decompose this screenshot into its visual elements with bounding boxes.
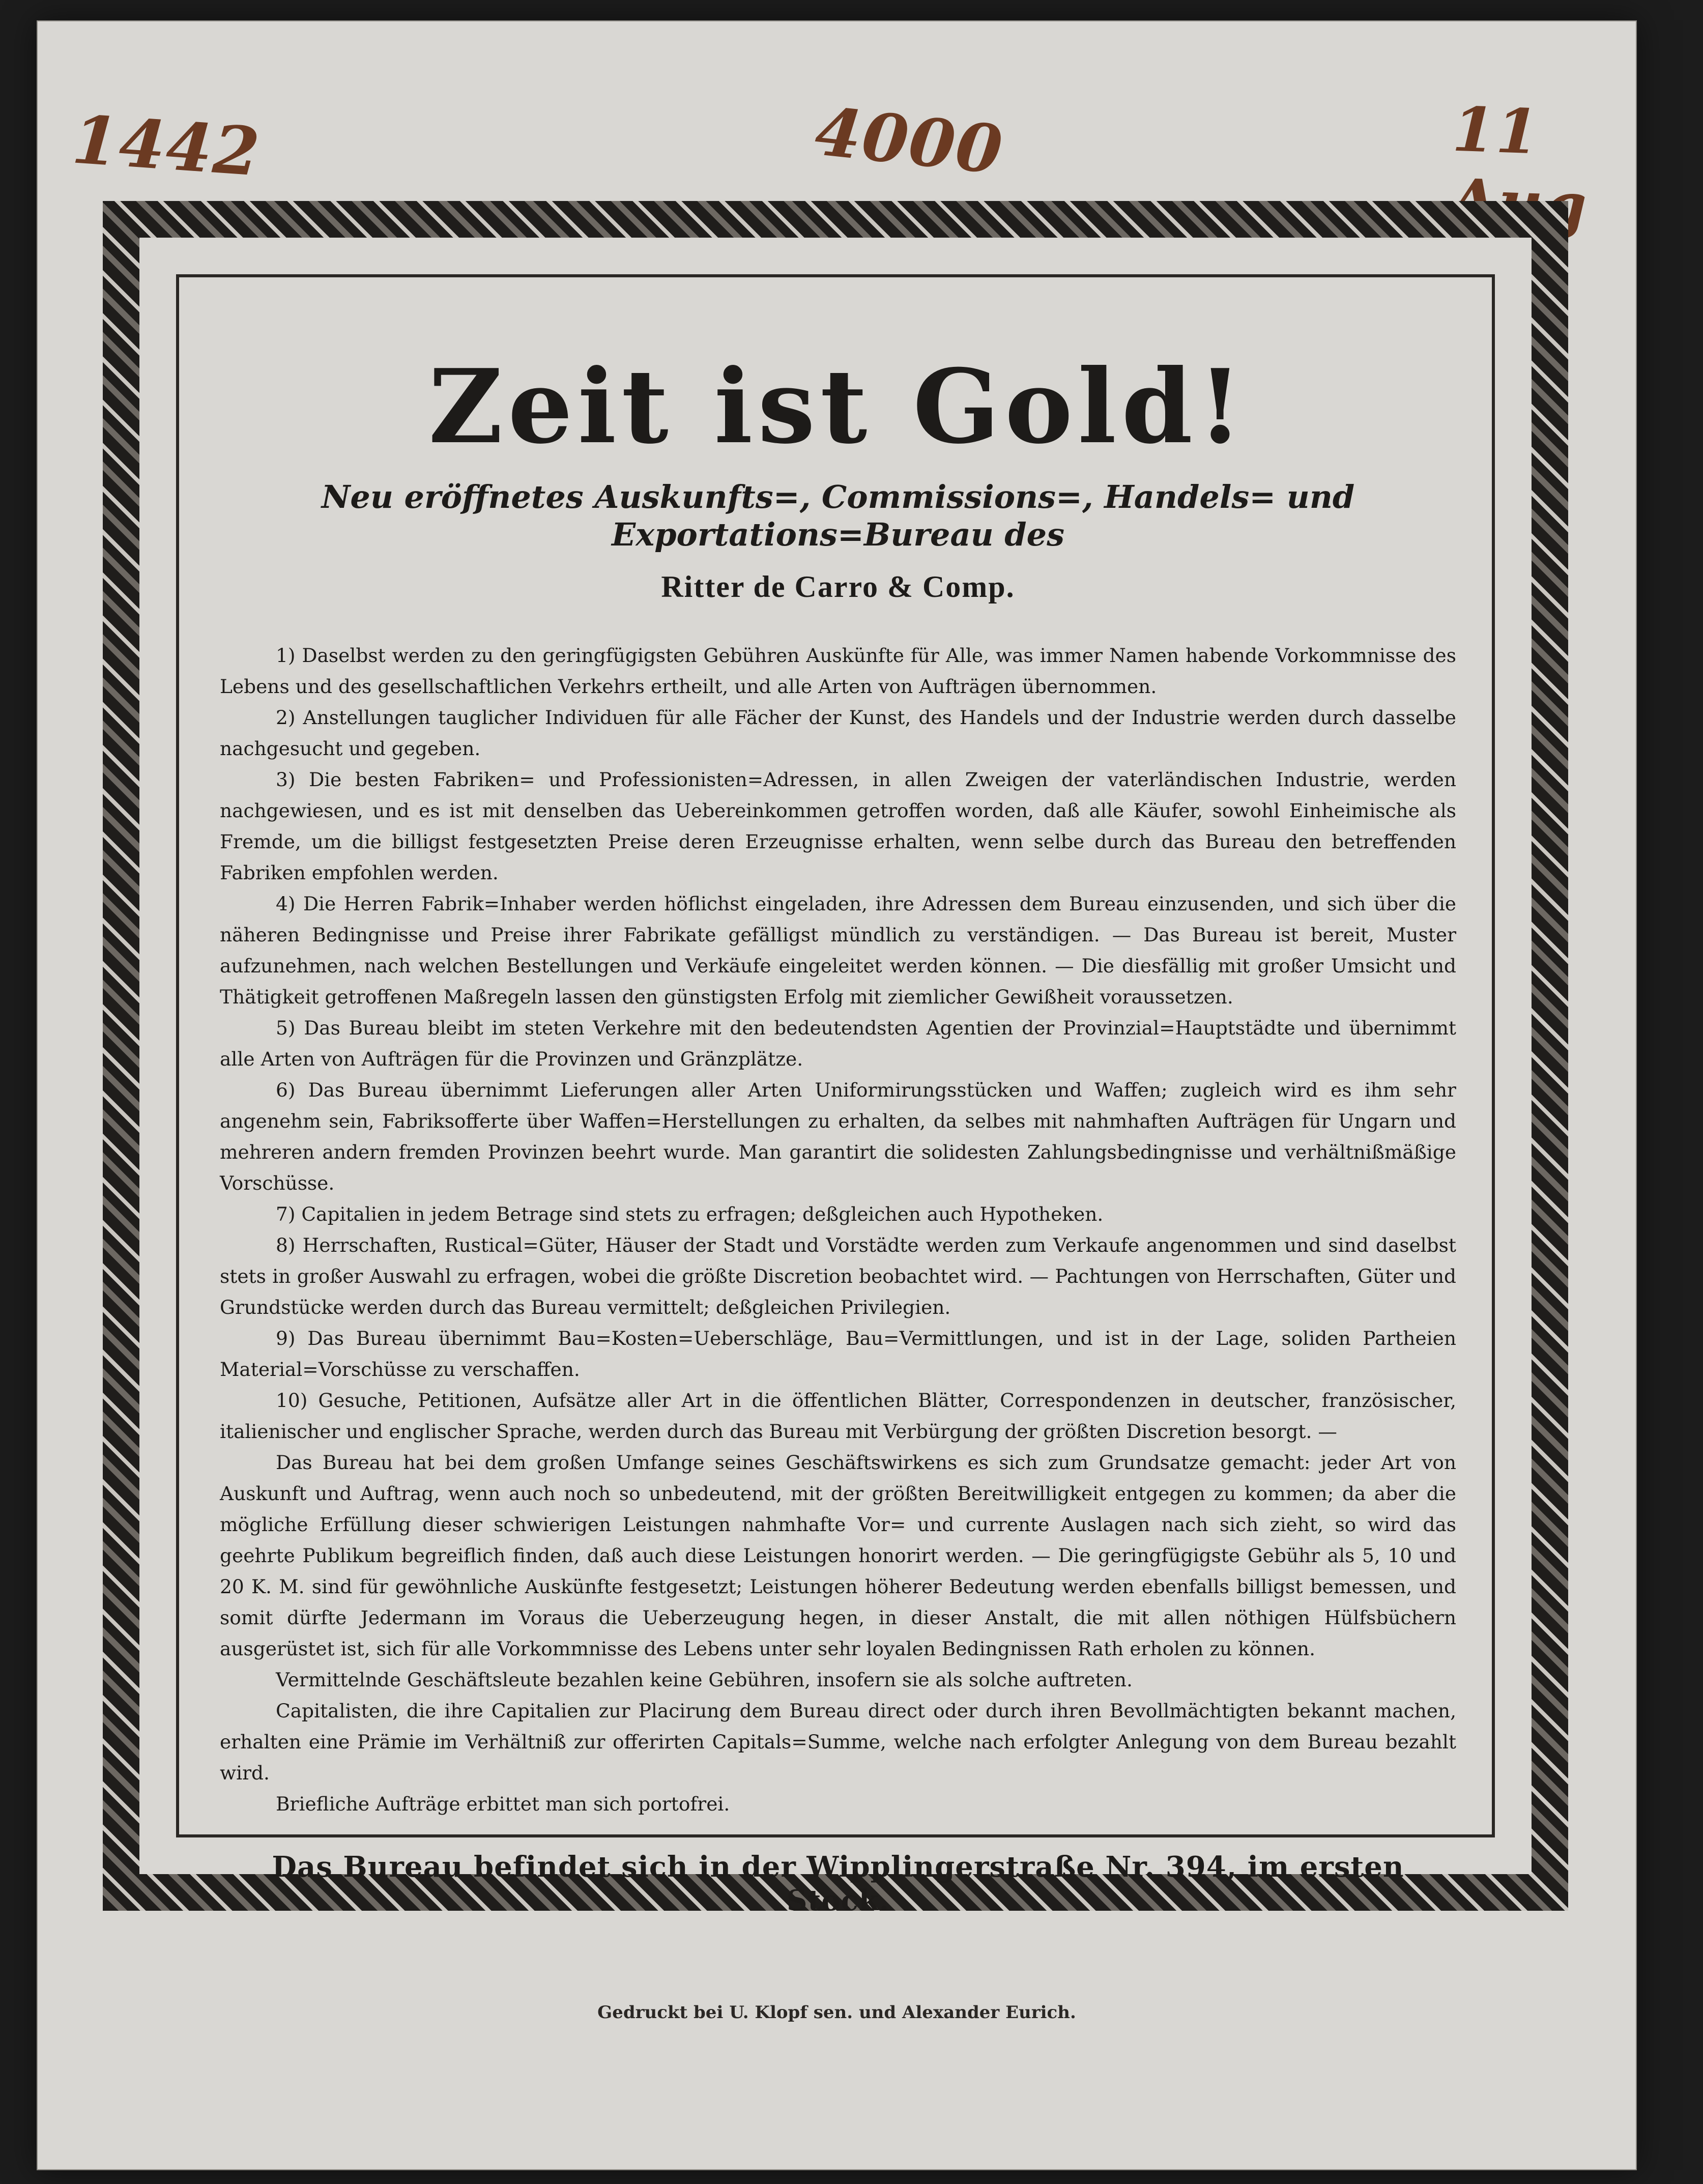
paragraph-capitalists: Capitalisten, die ihre Capitalien zur Placirung dem Bureau direct oder durch ihren Bevollmächtigten bekannt machen, erhalten eine Prämie im Verhältniß zur offerirten Capitals=Summe, welche nach erfolgter Anlegung von dem Bureau bezahlt wird. [220, 1699, 1456, 1784]
notice-body [220, 347, 1456, 1946]
bureau-address: Das Bureau befindet sich in der Wipplingerstraße Nr. 394, im ersten Stock. [272, 1850, 1404, 1917]
paragraph-1: 1) Daselbst werden zu den geringfügigsten Gebühren Auskünfte für Alle, was immer Namen habende Vorkommnisse des Lebens und des gesellschaftlichen Verkehrs ertheilt, und alle Arten von Aufträgen übernommen. [220, 644, 1456, 698]
handwritten-date-right: 11 Aug [1449, 93, 1589, 242]
printer-imprint: Gedruckt bei U. Klopf sen. und Alexander Eurich. [597, 2002, 1076, 2023]
paragraph-8: 8) Herrschaften, Rustical=Güter, Häuser der Stadt und Vorstädte werden zum Verkaufe angenommen und sind daselbst stets in großer Auswahl zu erfragen, wobei die größte Discretion beobachtet wird. — Pachtungen von Herrschaften, Güter und Grundstücke werden durch das Bureau vermittelt; deßgleichen Privilegien. [220, 1233, 1456, 1318]
paragraph-10: 10) Gesuche, Petitionen, Aufsätze aller Art in die öffentlichen Blätter, Correspondenzen in deutscher, französischer, italienischer und englischer Sprache, werden durch das Bureau mit Verbürgung der größten Discretion besorgt. — [220, 1389, 1456, 1443]
paragraph-general: Das Bureau hat bei dem großen Umfange seines Geschäftswirkens es sich zum Grundsatze gemacht: jeder Art von Auskunft und Auftrag, wenn auch noch so unbedeutend, mit der größten Bereitwilligkeit entgegen zu kommen; da aber die mögliche Erfüllung dieser schwierigen Leistungen nahmhafte Vor= und currente Auslagen nach sich zieht, so wird das geehrte Publikum begreiflich finden, daß auch diese Leistungen honorirt werden. — Die geringfügigste Gebühr als 5, 10 und 20 K. M. sind für gewöhnliche Auskünfte festgesetzt; Leistungen höherer Bedeutung werden ebenfalls billigst bemessen, und somit dürfte Jedermann im Voraus die Ueberzeugung hegen, in dieser Anstalt, die mit allen nöthigen Hülfsbüchern ausgerüstet ist, sich für alle Vorkommnisse des Lebens unter sehr loyalen Bedingnissen Rath erholen zu können. [220, 1451, 1456, 1660]
firm-name: Ritter de Carro & Comp. [661, 569, 1015, 604]
paragraph-4: 4) Die Herren Fabrik=Inhaber werden höflichst eingeladen, ihre Adressen dem Bureau einzusenden, und sich über die näheren Bedingnisse und Preise ihrer Fabrikate gefälligst mündlich zu verständigen. — Das Bureau ist bereit, Muster aufzunehmen, nach welchen Bestellungen und Verkäufe eingeleitet werden können. — Die diesfällig mit großer Umsicht und Thätigkeit getroffenen Maßregeln lassen den günstigsten Erfolg mit ziemlicher Gewißheit voraussetzen. [220, 892, 1456, 1008]
paragraph-list [220, 640, 1456, 1820]
paragraph-3: 3) Die besten Fabriken= und Professionisten=Adressen, in allen Zweigen der vaterländischen Industrie, werden nachgewiesen, und es ist mit denselben das Uebereinkommen getroffen worden, daß alle Käufer, sowohl Einheimische als Fremde, um die billigst festgesetzten Preise deren Erzeugnisse erhalten, wenn selbe durch das Bureau den betreffenden Fabriken empfohlen werden. [220, 768, 1456, 884]
page-title: Zeit ist Gold! [428, 347, 1248, 467]
paragraph-agents: Vermittelnde Geschäftsleute bezahlen keine Gebühren, insofern sie als solche auftreten. [276, 1668, 1133, 1691]
paragraph-5: 5) Das Bureau bleibt im steten Verkehre mit den bedeutendsten Agentien der Provinzial=Hauptstädte und übernimmt alle Arten von Aufträgen für die Provinzen und Gränzplätze. [220, 1016, 1456, 1070]
handwritten-number-left: 1442 [70, 100, 263, 191]
handwritten-number-middle: 4000 [812, 92, 1007, 189]
paragraph-6: 6) Das Bureau übernimmt Lieferungen aller Arten Uniformirungsstücken und Waffen; zugleich wird es ihm sehr angenehm sein, Fabriksofferte über Waffen=Herstellungen zu erhalten, da selbes mit nahmhaften Aufträgen für Ungarn und mehreren andern fremden Provinzen beehrt wurde. Man garantirt die solidesten Zahlungsbedingnisse und verhältnißmäßige Vorschüsse. [220, 1078, 1456, 1194]
paragraph-2: 2) Anstellungen tauglicher Individuen für alle Fächer der Kunst, des Handels und der Industrie werden durch dasselbe nachgesucht und gegeben. [220, 706, 1456, 760]
paragraph-9: 9) Das Bureau übernimmt Bau=Kosten=Ueberschläge, Bau=Vermittlungen, und ist in der Lage, soliden Partheien Material=Vorschüsse zu verschaffen. [220, 1327, 1456, 1381]
subtitle: Neu eröffnetes Auskunfts=, Commissions=, Handels= und Exportations=Bureau des [321, 478, 1355, 554]
paragraph-postage: Briefliche Aufträge erbittet man sich portofrei. [276, 1792, 730, 1815]
broadsheet [37, 20, 1637, 2170]
paragraph-7: 7) Capitalien in jedem Betrage sind stets zu erfragen; deßgleichen auch Hypotheken. [276, 1202, 1104, 1225]
